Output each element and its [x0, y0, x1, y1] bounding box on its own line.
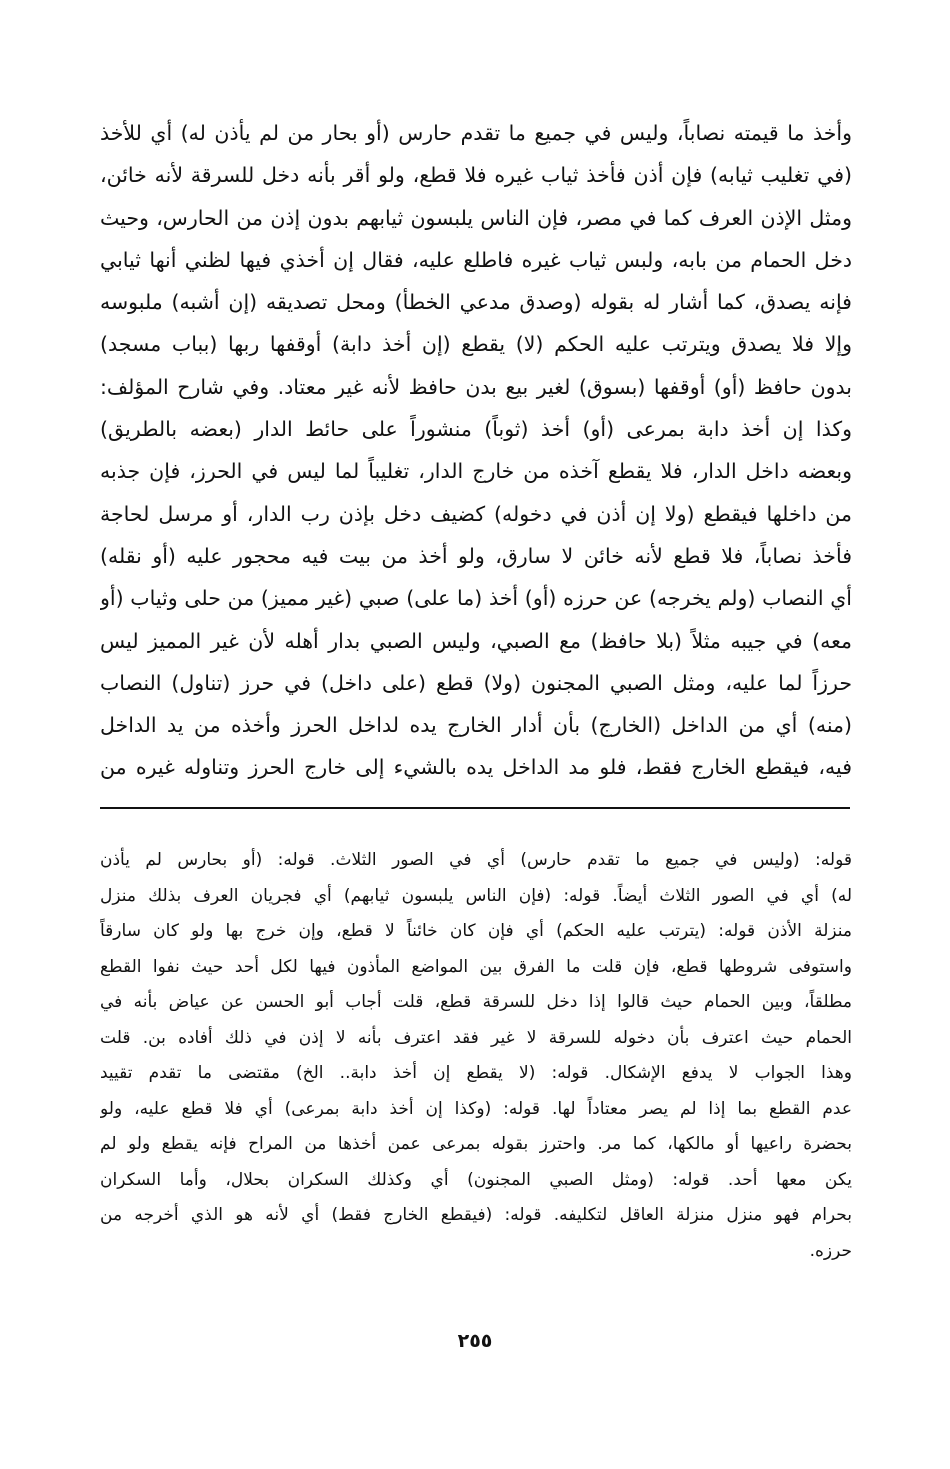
footnote-line: يكن معها أحد. قوله: (ومثل الصبي المجنون) أي وكذلك السكران بحلال، وأما السكران: [100, 1169, 852, 1190]
footnote-line: عدم القطع بما إذا لم يصر معتاداً لها. قوله: (وكذا إن أخذ دابة بمرعى) أي فلا قطع عليه، ولو: [100, 1098, 852, 1119]
footnote-line: مطلقاً، وبين الحمام حيث قالوا إذا دخل للسرقة قطع، قلت أجاب أبو الحسن عن عياض بأنه في: [100, 992, 852, 1012]
main-text-line: وكذا إن أخذ دابة بمرعى (أو) أخذ (ثوباً) منشوراً على حائط الدار (بعضه بالطريق): [100, 417, 852, 442]
footnotes-block: [100, 843, 852, 1269]
footnote-line: وهذا الجواب لا يدفع الإشكال. قوله: (لا يقطع إن أخذ دابة.. الخ) مقتضى ما تقدم تقييد: [100, 1063, 852, 1083]
main-text-line: (في تغليب ثيابه) فإن أذن فأخذ ثياب غيره فلا قطع، ولو أقر بأنه دخل للسرقة لأنه خائن،: [100, 163, 852, 188]
main-text-line: معه) في جيبه مثلاً (بلا حافظ) مع الصبي، وليس الصبي بدار أهله لأن غير المميز ليس: [100, 628, 852, 653]
footnote-line: حرزه.: [809, 1240, 852, 1261]
main-text-line: أي النصاب (ولم يخرجه) عن حرزه (أو) أخذ (ما على) صبي (غير مميز) من حلى وثياب (أو: [100, 586, 852, 611]
main-text-line: وبعضه داخل الدار، فلا يقطع آخذه من خارج الدار، تغليباً لما ليس في الحرز، فإن جذبه: [100, 459, 852, 484]
footnote-line: منزلة الأذن قوله: (يترتب عليه الحكم) أي فإن كان خائناً لا قطع، وإن خرج بها ولو كان سارقاً: [100, 921, 852, 941]
main-text-line: فإنه يصدق، كما أشار له بقوله (وصدق مدعي الخطأ) ومحل تصديقه (إن أشبه) ملبوسه: [100, 290, 852, 315]
main-text-line: (منه) أي من الداخل (الخارج) بأن أدار الخارج يده لداخل الحرز وأخذه من يد الداخل: [100, 713, 852, 738]
main-text-line: فيه، فيقطع الخارج فقط، فلو مد الداخل يده بالشيء إلى خارج الحرز وتناوله غيره من: [100, 755, 852, 780]
footnote-line: بحضرة راعيها أو مالكها، كما مر. واحترز بقوله بمرعى عمن أخذها من المراح فإنه يقطع ولو لم: [100, 1134, 852, 1154]
main-text-line: فأخذ نصاباً، فلا قطع لأنه خائن لا سارق، ولو أخذ من بيت فيه محجور عليه (أو نقله): [100, 543, 852, 568]
main-text-line: ومثل الإذن العرف كما في مصر، فإن الناس يلبسون ثيابهم بدون إذن من الحارس، وحيث: [100, 205, 852, 230]
footnote-divider: [100, 807, 850, 809]
main-text-block: [100, 112, 852, 789]
main-text-line: وإلا فلا يصدق ويترتب عليه الحكم (لا) يقطع (إن أخذ دابة) أوقفها ربها (بباب مسجد): [100, 332, 852, 357]
footnote-line: بحرام فهو منزل منزلة العاقل لتكليفه. قوله: (فيقطع الخارج فقط) أي لأنه هو الذي أخرجه من: [100, 1205, 852, 1225]
main-text-line: دخل الحمام من بابه، ولبس ثياب غيره فاطلع عليه، فقال إن أخذي فيها لظني أنها ثيابي: [100, 247, 852, 272]
page-number: ٢٥٥: [457, 1330, 493, 1352]
footnote-line: له) أي في الصور الثلاث أيضاً. قوله: (فإن الناس يلبسون ثيابهم) أي فجريان العرف بذلك منزل: [100, 885, 852, 906]
footnote-line: قوله: (وليس في جميع ما تقدم حارس) أي في الصور الثلاث. قوله: (أو بحارس لم يأذن: [100, 850, 852, 870]
main-text-line: حرزاً لما عليه، ومثل الصبي المجنون (ولا) قطع (على داخل) في حرز (تناول) النصاب: [100, 670, 852, 695]
main-text-line: وأخذ ما قيمته نصاباً، وليس في جميع ما تقدم حارس (أو بحار من لم يأذن له) أي للأخذ: [100, 121, 852, 145]
footnote-line: واستوفى شروطها قطع، فإن قلت ما الفرق بين المواضع المأذون فيها لكل أحد حيث نفوا القطع: [100, 956, 852, 977]
footnote-line: الحمام حيث اعترف بأن دخوله للسرقة لا غير فقد اعترف بأنه لا إذن في ذلك أفاده بن. قلت: [100, 1027, 852, 1048]
main-text-line: بدون حافظ (أو) أوقفها (بسوق) لغير بيع بدن حافظ لأنه غير معتاد. وفي شارح المؤلف:: [100, 374, 852, 399]
main-text-line: من داخلها فيقطع (ولا إن أذن في دخوله) كضيف دخل بإذن رب الدار، أو مرسل لحاجة: [100, 501, 852, 526]
